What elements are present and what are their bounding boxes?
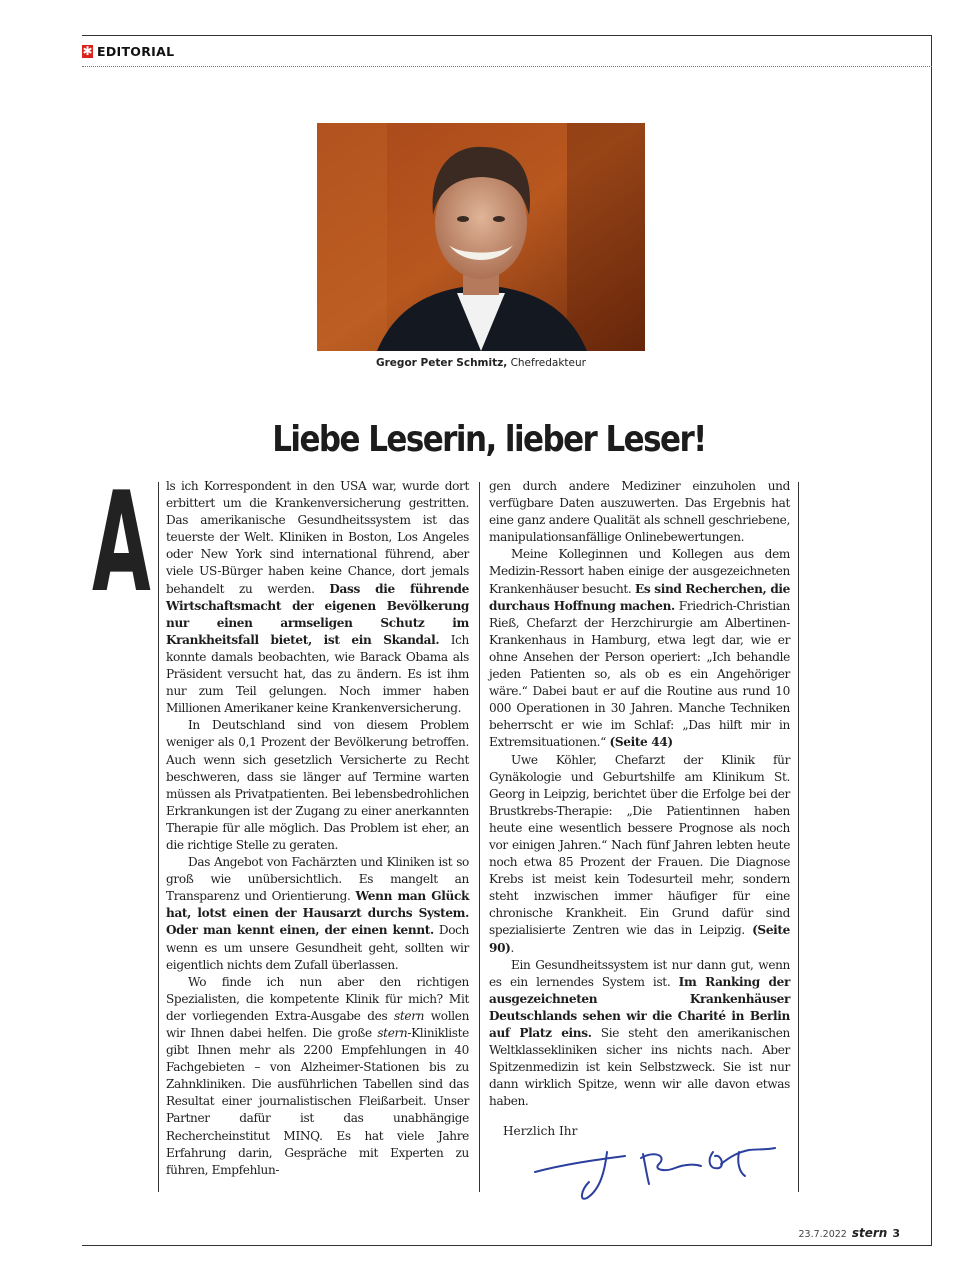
column-rule-middle <box>479 482 480 1192</box>
magazine-brand: stern <box>851 1226 888 1240</box>
dotted-divider <box>82 66 932 67</box>
paragraph: gen durch andere Mediziner einzuholen und verfügbare Daten auszuwerten. Das Ergebnis hat eine ganz andere Qualität als schnell geschriebene, manipulationsanfällige Onlinebewertungen. <box>489 479 790 545</box>
drop-cap: A <box>92 462 151 623</box>
headline: Liebe Leserin, lieber Leser! <box>272 419 706 460</box>
page-frame-top <box>82 35 932 36</box>
closing-line: Herzlich Ihr <box>503 1124 578 1138</box>
paragraph: Ein Gesundheitssystem ist nur dann gut, wenn es ein lernendes System ist. Im Ranking der ausgezeichneten Krankenhäuser Deutschlands sehen wir die Charité in Berlin auf Platz eins. Sie steht den amerikanischen Weltklassekliniken sicher ins nichts nach. Aber Spitzenmedizin ist kein Selbstzweck. Sie ist nur dann wirklich Spitze, wenn wir alle davon etwas haben. <box>489 957 790 1109</box>
issue-date: 23.7.2022 <box>798 1229 847 1240</box>
page-frame-right <box>931 35 932 1245</box>
page-number: 3 <box>892 1227 900 1240</box>
section-label: EDITORIAL <box>97 43 175 59</box>
page-frame-bottom <box>82 1245 932 1246</box>
signature-image <box>525 1134 780 1204</box>
stern-star-icon: ✱ <box>82 43 93 58</box>
page-footer <box>760 1222 900 1241</box>
page-reference: (Seite 44) <box>609 735 673 750</box>
paragraph: Wo finde ich nun aber den richtigen Spezialisten, die kompetente Klinik für mich? Mit der vorliegenden Extra-Ausgabe des stern wollen wir Ihnen dabei helfen. Die große stern-Klinikliste gibt Ihnen mehr als 2200 Empfehlungen in 40 Fachgebieten – von Alzheimer-Stationen bis zu Zahnkliniken. Die ausführlichen Tabellen sind das Resultat einer journalistischen Fleißarbeit. Unser Partner dafür ist das unabhängige Rechercheinstitut MINQ. Es hat viele Jahre Erfahrung darin, Gespräche mit Experten zu führen, Empfehlun- <box>166 974 470 1177</box>
column-rule-left <box>158 482 159 1192</box>
paragraph: Das Angebot von Fachärzten und Kliniken ist so groß wie unübersichtlich. Es mangelt an Transparenz und Orientierung. Wenn man Glück hat, lotst einen der Hausarzt durchs System. Oder man kennt einen, der einen kennt. Doch wenn es um unsere Gesundheit geht, sollten wir eigentlich nichts dem Zufall überlassen. <box>166 855 469 972</box>
photo-caption <box>317 357 645 369</box>
portrait-photo <box>317 123 645 351</box>
article-column-1 <box>166 478 469 1190</box>
column-rule-right <box>798 482 799 1192</box>
paragraph: Meine Kolleginnen und Kollegen aus dem Medizin-Ressort haben einige der ausgezeichneten Krankenhäuser besucht. Es sind Recherchen, die durchaus Hoffnung machen. Friedrich-Christian Rieß, Chefarzt der Herzchirurgie am Albertinen-Krankenhaus in Hamburg, etwa legt dar, wie er ohne Ansehen der Person operiert: „Ich behandle jeden Patienten so, als ob es ein Angehöriger wäre.“ Dabei baut er auf die Routine aus rund 10 000 Operationen in 30 Jahren. Manche Techniken beherrscht er wie im Schlaf: „Das hilft mir in Extremsituationen.“ (Seite 44) <box>489 547 791 750</box>
paragraph: ls ich Korrespondent in den USA war, wurde dort erbittert um die Krankenversicherung gestritten. Das amerikanische Gesundheitssystem ist das teuerste der Welt. Kliniken in Boston, Los Angeles oder New York sind international führend, aber viele US-Bürger haben keine Chance, dort jemals behandelt zu werden. Dass die führende Wirtschaftsmacht der eigenen Bevölkerung nur einen armseligen Schutz im Krankheitsfall bietet, ist ein Skandal. Ich konnte damals beobachten, wie Barack Obama als Präsident versucht hat, das zu ändern. Es ist ihm nur zum Teil gelungen. Noch immer haben Millionen Amerikaner keine Krankenversicherung. <box>166 479 469 716</box>
paragraph: Uwe Köhler, Chefarzt der Klinik für Gynäkologie und Geburtshilfe am Klinikum St. Georg in Leipzig, berichtet über die Erfolge bei der Brustkrebs-Therapie: „Die Patientinnen haben heute eine wesentlich bessere Prognose als noch vor einigen Jahren.“ Nach fünf Jahren lebten heute noch etwa 85 Prozent der Frauen. Die Diagnose Krebs ist meist kein Todesurteil mehr, sondern steht inzwischen immer häufiger für eine chronische Krankheit. Ein Grund dafür sind spezialisierte Zentren wie das in Leipzig. (Seite 90). <box>489 752 790 955</box>
paragraph: In Deutschland sind von diesem Problem weniger als 0,1 Prozent der Bevölkerung betroffen. Auch wenn sich gesetzlich Versicherte zu Recht beschweren, dass sie länger auf Termine warten müssen als Privatpatienten. Bei lebensbedrohlichen Erkrankungen ist der Zugang zu einer anerkannten Therapie für alle möglich. Das Problem ist eher, an die richtige Stelle zu geraten. <box>166 718 469 852</box>
article-column-2 <box>489 478 790 1118</box>
caption-role: Chefredakteur <box>510 357 586 369</box>
page-reference: (Seite 90) <box>489 923 790 955</box>
caption-name: Gregor Peter Schmitz, <box>376 357 508 369</box>
section-header <box>82 43 174 59</box>
